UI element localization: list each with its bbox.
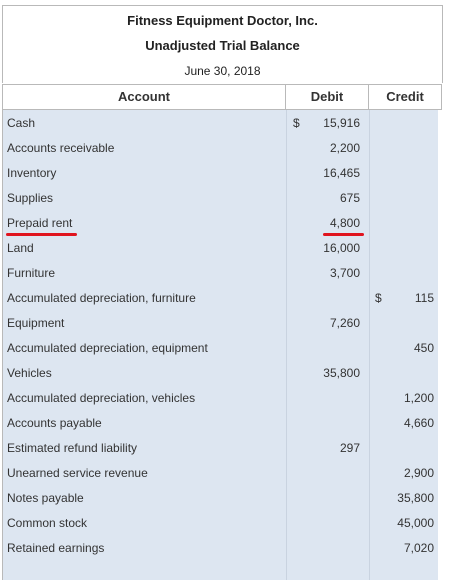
debit-cell: 35,800 [323, 366, 360, 380]
table-row [2, 160, 442, 185]
company-name: Fitness Equipment Doctor, Inc. [127, 13, 318, 28]
account-cell: Accounts receivable [7, 141, 115, 155]
account-column-header: Account [2, 84, 286, 110]
debit-cell: 4,800 [329, 216, 360, 230]
table-row [2, 335, 442, 360]
account-cell: Unearned service revenue [7, 466, 148, 480]
account-cell: Estimated refund liability [7, 441, 138, 455]
debit-cell: 3,700 [329, 266, 360, 280]
table-row [2, 535, 442, 560]
debit-cell: 16,000 [323, 241, 360, 255]
table-row [2, 310, 442, 335]
account-cell: Accumulated depreciation, vehicles [7, 391, 196, 405]
credit-column-header: Credit [369, 84, 442, 110]
table-row [2, 210, 442, 235]
red-underline-prepaid-rent [6, 233, 77, 236]
table-row [2, 185, 442, 210]
debit-currency-sign: $ [293, 116, 300, 130]
report-title: Unadjusted Trial Balance [145, 38, 300, 53]
account-cell: Furniture [7, 266, 56, 280]
account-cell: Prepaid rent [7, 216, 73, 230]
debit-cell: 16,465 [323, 166, 360, 180]
account-cell: Supplies [7, 191, 54, 205]
credit-cell: 4,660 [403, 416, 434, 430]
account-cell: Accumulated depreciation, furniture [7, 291, 196, 305]
debit-cell: 7,260 [329, 316, 360, 330]
report-header [2, 5, 443, 83]
account-cell: Cash [7, 116, 36, 130]
table-row [2, 360, 442, 385]
credit-cell: 450 [413, 341, 434, 355]
debit-cell: 675 [339, 191, 360, 205]
account-cell: Retained earnings [7, 541, 105, 555]
debit-cell: 297 [339, 441, 360, 455]
table-row [2, 410, 442, 435]
account-cell: Accounts payable [7, 416, 102, 430]
debit-column-header: Debit [286, 84, 369, 110]
account-cell: Equipment [7, 316, 65, 330]
table-row [2, 385, 442, 410]
account-cell: Land [7, 241, 34, 255]
credit-cell: 7,020 [403, 541, 434, 555]
credit-cell: 2,900 [403, 466, 434, 480]
credit-cell: 115 [414, 291, 434, 305]
table-row [2, 510, 442, 535]
account-cell: Accumulated depreciation, equipment [7, 341, 208, 355]
debit-cell: 15,916 [323, 116, 360, 130]
trial-balance-sheet [2, 5, 443, 568]
account-cell: Common stock [7, 516, 88, 530]
credit-cell: 35,800 [397, 491, 434, 505]
table-row [2, 110, 442, 135]
debit-cell: 2,200 [329, 141, 360, 155]
account-cell: Inventory [7, 166, 57, 180]
account-cell: Notes payable [7, 491, 84, 505]
red-underline-prepaid-rent-amount [323, 233, 364, 236]
credit-currency-sign: $ [375, 291, 382, 305]
table-row [2, 460, 442, 485]
table-row [2, 435, 442, 460]
table-row [2, 485, 442, 510]
table-row [2, 235, 442, 260]
credit-cell: 45,000 [397, 516, 434, 530]
table-row [2, 135, 442, 160]
report-date: June 30, 2018 [184, 64, 261, 78]
credit-cell: 1,200 [403, 391, 434, 405]
account-cell: Vehicles [7, 366, 52, 380]
table-row [2, 285, 442, 310]
table-row [2, 260, 442, 285]
